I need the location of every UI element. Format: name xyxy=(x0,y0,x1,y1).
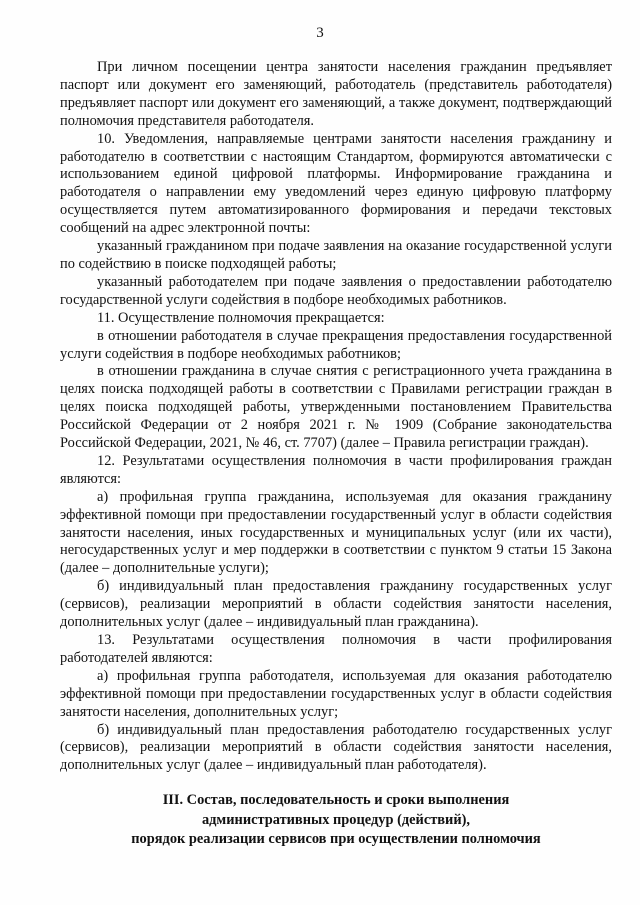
paragraph-10-employer-email: указанный работодателем при подаче заявления о предоставлении работодателю государственной услуги содействия в подборе необходимых работников. xyxy=(60,273,612,308)
paragraph-12-b: б) индивидуальный план предоставления гражданину государственных услуг (сервисов), реализации мероприятий в области содействия занятости населения, дополнительных услуг (далее – индивидуальный план гражданина). xyxy=(60,578,612,631)
paragraph-11-employer: в отношении работодателя в случае прекращения предоставления государственной услуги содействия в подборе необходимых работников; xyxy=(60,327,612,362)
section-heading-line: административных процедур (действий), xyxy=(201,811,471,828)
page-number: 3 xyxy=(316,25,324,41)
paragraph-10-notifications: 10. Уведомления, направляемые центрами занятости населения гражданину и работодателю в соответствии с настоящим Стандартом, формируются автоматически с использованием единой цифровой платформы. Информирование гражданина и работодателя о направлении ему уведомлений через единую цифровую платформу осуществляется путем автоматизированного формирования и передачи текстовых сообщений на адрес электронной почты: xyxy=(60,130,612,237)
paragraph-13-b: б) индивидуальный план предоставления работодателю государственных услуг (сервисов), реализации мероприятий в области содействия занятости населения, дополнительных услуг (далее – индивидуальный план работодателя). xyxy=(60,721,612,774)
section-heading xyxy=(60,791,612,850)
section-heading-line: III. Состав, последовательность и сроки выполнения xyxy=(162,792,510,808)
document-body xyxy=(60,59,612,775)
paragraph-11-citizen: в отношении гражданина в случае снятия с регистрационного учета гражданина в целях поиска подходящей работы в соответствии с Правилами регистрации граждан в целях поиска подходящей работы, утвержденными постановлением Правительства Российской Федерации от 2 ноября 2021 г. № 1909 (Собрание законодательства Российской Федерации, 2021, № 46, ст. 7707) (далее – Правила регистрации граждан). xyxy=(60,363,612,452)
paragraph-11-termination: 11. Осуществление полномочия прекращается: xyxy=(97,309,385,326)
section-heading-line: порядок реализации сервисов при осуществлении полномочия xyxy=(131,831,541,847)
paragraph-12-a: а) профильная группа гражданина, используемая для оказания гражданину эффективной помощи при предоставлении государственный услуг в области содействия занятости населения, иных государственных и муниципальных услуг (или их части), негосударственных услуг и мер поддержки в соответствии с пунктом 9 статьи 15 Закона (далее – дополнительные услуги); xyxy=(60,488,612,577)
paragraph-identity-documents: При личном посещении центра занятости населения гражданин предъявляет паспорт или документ его заменяющий, работодатель (представитель работодателя) предъявляет паспорт или документ его заменяющий, а также документ, подтверждающий полномочия представителя работодателя. xyxy=(60,59,612,129)
paragraph-13-results: 13. Результатами осуществления полномочия в части профилирования работодателей являются: xyxy=(60,632,612,666)
paragraph-10-citizen-email: указанный гражданином при подаче заявления на оказание государственной услуги по содействию в поиске подходящей работы; xyxy=(60,238,612,272)
paragraph-13-a: а) профильная группа работодателя, используемая для оказания работодателю эффективной помощи при предоставлении государственных услуг в области содействия занятости населения, дополнительных услуг; xyxy=(60,667,612,720)
paragraph-12-results: 12. Результатами осуществления полномочия в части профилирования граждан являются: xyxy=(60,452,612,487)
